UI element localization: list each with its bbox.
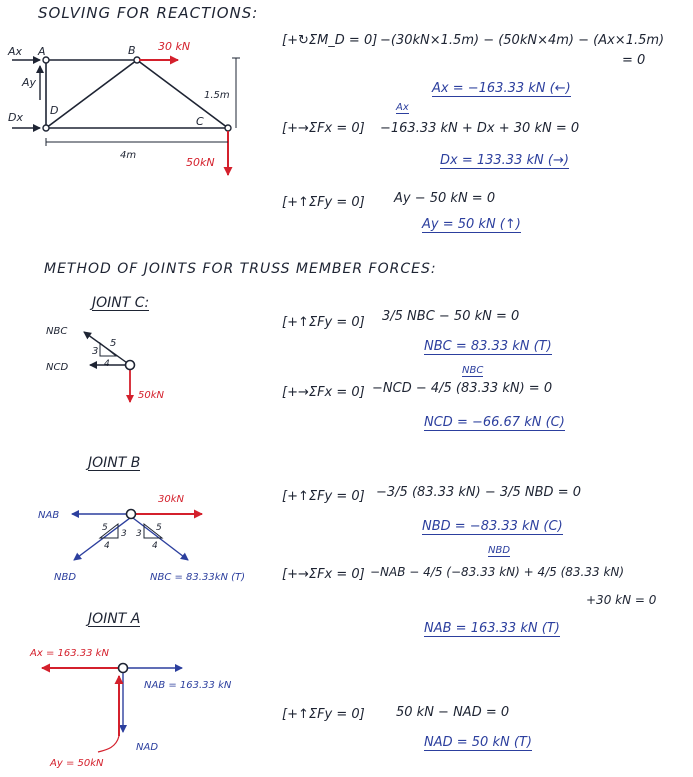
joint-c-50: 50kN (138, 390, 164, 401)
joint-a-ax: Ax = 163.33 kN (30, 648, 109, 659)
truss-load-50: 50kN (186, 156, 215, 169)
joint-c-fx-note: NBC (462, 365, 484, 376)
truss-dim-height: 1.5m (204, 90, 230, 101)
joint-c-nbc-result: NBC = 83.33 kN (T) (424, 339, 552, 354)
joint-c-title: JOINT C: (92, 295, 150, 311)
truss-label-dx: Dx (8, 111, 23, 124)
fx-eq-label: [+→ΣFx = 0] (282, 121, 365, 136)
joint-a-nad-result: NAD = 50 kN (T) (424, 735, 532, 750)
joint-b-fx-note: NBD (488, 545, 511, 556)
joint-c-fbd (40, 310, 200, 410)
joint-c-fy-label: [+↑ΣFy = 0] (282, 315, 365, 330)
joint-b-fy-label: [+↑ΣFy = 0] (282, 489, 365, 504)
svg-text:4: 4 (104, 541, 110, 551)
joint-d-pin (43, 125, 49, 131)
truss-node-d: D (50, 104, 59, 117)
svg-text:3: 3 (92, 346, 99, 357)
joint-c-ncd-result: NCD = −66.67 kN (C) (424, 415, 565, 430)
svg-text:5: 5 (156, 523, 162, 533)
joint-a-fy-label: [+↑ΣFy = 0] (282, 707, 365, 722)
truss-node-b: B (128, 44, 136, 57)
joint-b-30: 30kN (158, 494, 184, 505)
ay-result: Ay = 50 kN (↑) (422, 217, 521, 232)
joint-b-nab-result: NAB = 163.33 kN (T) (424, 621, 560, 636)
truss-label-ax: Ax (8, 45, 23, 58)
dx-result: Dx = 133.33 kN (→) (440, 153, 569, 168)
joint-b-fx-eq: −NAB − 4/5 (−83.33 kN) + 4/5 (83.33 kN) (370, 565, 625, 579)
joint-a-title: JOINT A (88, 611, 141, 627)
joint-b-fbd (30, 476, 270, 586)
joint-c-fx-label: [+→ΣFx = 0] (282, 385, 365, 400)
joint-a-fy-eq: 50 kN − NAD = 0 (396, 705, 510, 720)
svg-text:4: 4 (152, 541, 158, 551)
fx-note: Ax (396, 102, 409, 113)
joint-b-nab: NAB (38, 510, 60, 521)
joint-b-fx-eq-cont: +30 kN = 0 (586, 593, 657, 607)
truss-node-a: A (38, 45, 46, 58)
reactions-heading: SOLVING FOR REACTIONS: (38, 4, 259, 22)
joint-b-fy-eq: −3/5 (83.33 kN) − 3/5 NBD = 0 (376, 485, 581, 500)
svg-text:5: 5 (110, 338, 117, 349)
moment-eq-rhs: = 0 (622, 53, 646, 68)
joint-c-pin (225, 125, 231, 131)
truss-node-c: C (196, 115, 204, 128)
svg-text:4: 4 (104, 359, 110, 369)
truss-dim-width: 4m (120, 150, 137, 161)
svg-text:3: 3 (121, 529, 127, 539)
joint-c-ncd: NCD (46, 362, 69, 373)
method-heading: METHOD OF JOINTS FOR TRUSS MEMBER FORCES: (44, 261, 437, 277)
truss-label-ay: Ay (22, 76, 37, 89)
joint-c-nbc: NBC (46, 326, 68, 337)
joint-a-fbd (20, 636, 260, 777)
joint-c-fx-eq: −NCD − 4/5 (83.33 kN) = 0 (372, 381, 553, 396)
svg-text:3: 3 (136, 529, 142, 539)
svg-text:5: 5 (102, 523, 108, 533)
fy-eq: Ay − 50 kN = 0 (394, 191, 496, 206)
joint-b-nbd: NBD (54, 572, 77, 583)
joint-b-nbd-result: NBD = −83.33 kN (C) (422, 519, 563, 534)
moment-eq: −(30kN×1.5m) − (50kN×4m) − (Ax×1.5m) (380, 33, 665, 48)
fy-eq-label: [+↑ΣFy = 0] (282, 195, 365, 210)
joint-b-title: JOINT B (88, 455, 141, 471)
joint-a-ay: Ay = 50kN (50, 758, 104, 769)
member-bd (46, 60, 137, 128)
joint-b-fx-label: [+→ΣFx = 0] (282, 567, 365, 582)
ax-result: Ax = −163.33 kN (←) (432, 81, 571, 96)
joint-a-nad: NAD (136, 742, 159, 753)
fx-eq: −163.33 kN + Dx + 30 kN = 0 (380, 121, 580, 136)
joint-c-fy-eq: 3/5 NBC − 50 kN = 0 (382, 309, 520, 324)
moment-eq-label: [+↻ΣM_D = 0] (282, 33, 378, 48)
joint-a-nab: NAB = 163.33 kN (144, 680, 232, 691)
joint-b-nbc: NBC = 83.33kN (T) (150, 572, 246, 583)
truss-load-30: 30 kN (158, 40, 191, 53)
truss-diagram (0, 0, 260, 200)
